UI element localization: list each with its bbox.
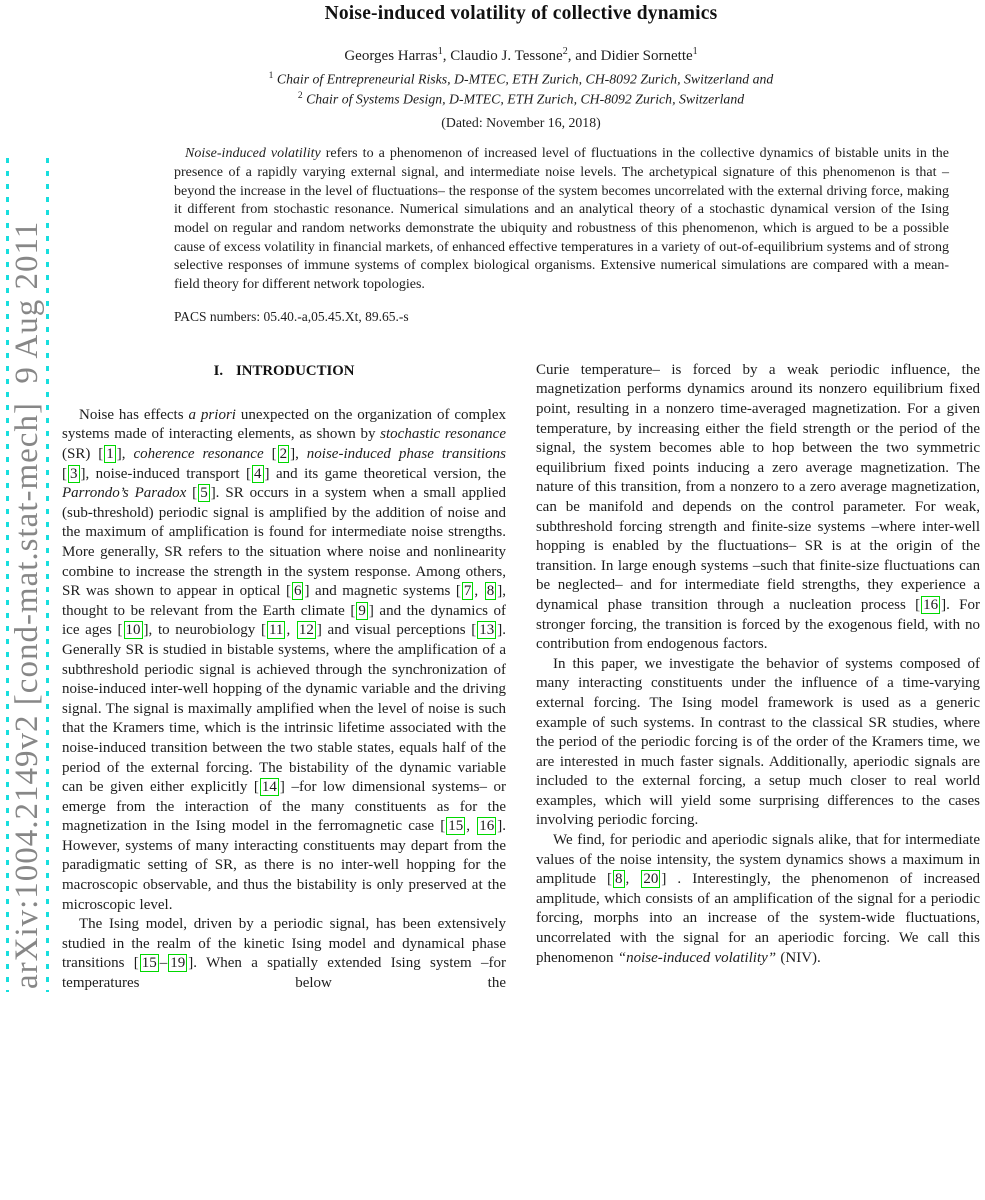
citation-link[interactable]: 11 (268, 622, 284, 639)
right-column-text (536, 361, 980, 968)
paragraph: The Ising model, driven by a periodic signal, has been extensively studied in the realm of the kinetic Ising model and dynamical phase transitions [ 15 – 19 ]. When a spatially extended Ising system –for temperatures below the (62, 916, 506, 992)
citation-link[interactable]: 6 (293, 583, 302, 600)
citation-link[interactable]: 4 (254, 465, 262, 482)
author-affiliation-ref: 1 (692, 46, 698, 57)
paragraph: In this paper, we investigate the behavior of systems composed of many interacting constituents under the influence of a time-varying external forcing. The Ising model framework is used as a generic example of such systems. In contrast to the classical SR studies, where the period of the periodic forcing is of the order of the Kramers time, we are interested in much faster signals. Additionally, aperiodic signals are included to the external forcing, a setup much closer to real world examples, which will yield some surprising differences to the cases involving periodic forcing. (536, 655, 980, 829)
citation-link[interactable]: 8 (486, 583, 495, 600)
citation-link[interactable]: 19 (170, 955, 186, 972)
emphasis-text: stochastic resonance (380, 426, 506, 443)
citation-link[interactable]: 2 (279, 446, 288, 462)
paragraph: We find, for periodic and aperiodic signals alike, that for intermediate values of the noise intensity, the system dynamics shows a maximum in amplitude [ 8 , 20 ] . Interestingly, the phenomenon of increased amplitude, which consists of an amplification of the signal for a periodic forcing, morphs into an increase of the system-wide fluctuations, uncorrelated with the signal for an aperiodic forcing. We call this phenomenon “noise-induced volatility” (NIV). (536, 832, 980, 966)
citation-link[interactable]: 14 (261, 779, 277, 796)
abstract-lead-italic: Noise-induced volatility (185, 146, 321, 162)
date-line: (Dated: November 16, 2018) (441, 115, 601, 131)
citation-link[interactable]: 15 (141, 955, 157, 972)
emphasis-text: Parrondo’s Paradox (62, 485, 187, 502)
author-affiliation-ref: 2 (562, 46, 568, 57)
left-column-text (62, 406, 506, 994)
paper-title: Noise-induced volatility of collective dynamics (324, 3, 718, 24)
citation-link[interactable]: 3 (70, 465, 78, 482)
abstract-paragraph (174, 145, 949, 295)
affiliation-number: 1 (268, 71, 274, 81)
paragraph: Noise has effects a priori unexpected on the organization of complex systems made of interacting elements, as shown by stochastic resonance (SR) [ 1 ], coherence resonance [ 2 ], noise-induced phase transitions [ 3 ], noise-induced transport [ 4 ] and its game theoretical version, the Parrondo’s Paradox [ 5 ]. SR occurs in a system when a small applied (sub-threshold) periodic signal is amplified by the addition of noise and the maximum of amplification is found for intermediate noise strengths. More generally, SR refers to the situation where noise and nonlinearity combine to increase the strength in the system response. Among others, SR was shown to appear in optical [ 6 ] and magnetic systems [ 7 , 8 ], thought to be relevant from the Earth climate [ 9 ] and the dynamics of ice ages [ 10 ], to neurobiology [ 11 , 12 ] and visual perceptions [ 13 ]. Generally SR is studied in bistable systems, where the amplification of a subthreshold periodic signal is achieved through the synchronization of noise-induced inter-well hopping of the dynamic variable and the driving signal. The signal is maximally amplified when the level of noise is such that the Kramers time, which is the intrinsic lifetime associated with the noise-induced transition between the two stable states, equals half of the period of the external forcing. The bistability of the dynamic variable can be given either explicitly [ 14 ] –for low dimensional systems– or emerge from the interaction of the many constituents as for the magnetization in the Ising model in the ferromagnetic case [ 15 , 16 ]. However, systems of many interacting constituents may depart from the paradigmatic setting of SR, as there is no inter-well hopping for the macroscopic observable, and thus the bistability is only preserved at the microscopic level. (62, 406, 507, 913)
section-number: I. (213, 362, 224, 379)
emphasis-text: a priori (188, 406, 236, 423)
paragraph: Curie temperature– is forced by a weak periodic influence, the magnetization performs dynamics around its nonzero equilibrium fixed point, resulting in a nonzero time-averaged magnetization. For a given temperature, by increasing either the field strength or the period of the signal, the system becomes able to hop between the two symmetric equilibrium fixed points inducing a zero average magnetization. The nature of this transition, from a nonzero to a zero average magnetization, can be manifold and depends on the control parameter. For weak, subthreshold forcing strength and finite-size systems –where inter-well hopping is enabled by the fluctuations– SR is at the origin of the transition. In large enough systems –such that finite-size fluctuations can be neglected– and for intermediate field strengths, they experience a dynamical phase transition through a nucleation process [ 16 ]. For stronger forcing, the transition is forced by the exogenous field, with no contribution from endogenous factors. (536, 361, 980, 653)
cut-line-right (46, 158, 49, 992)
affiliations (62, 68, 980, 108)
author-name: Georges Harras$^1$ (344, 46, 443, 64)
column-right (536, 361, 980, 994)
citation-link[interactable]: 7 (463, 583, 472, 600)
abstract-text: refers to a phenomenon of increased level of fluctuations in the collective dynamics of bistable units in the presence of a rapidly varying external signal, and intermediate noise levels. The archetypical signature of this phenomenon is that –beyond the increase in the level of fluctuations– the response of the system becomes uncorrelated with the external driving force, making it different from stochastic resonance. Numerical simulations and an analytical theory of a stochastic dynamical version of the Ising model on regular and random networks demonstrate the ubiquity and robustness of this phenomenon, which is argued to be a possible cause of excess volatility in financial markets, of enhanced effective temperatures in a variety of out-of-equilibrium systems and of strong selective responses of immune systems of complex biological organisms. Extensive numerical simulations are compared with a mean-field theory for different network topologies. (174, 146, 949, 293)
author-line: Georges Harras$^1$, Claudio J. Tessone$^2$, and Didier Sornette$^1$ (344, 46, 698, 64)
emphasis-text: coherence resonance (133, 446, 264, 462)
two-column-body (62, 361, 980, 994)
citation-link[interactable]: 20 (643, 871, 659, 888)
section-title: INTRODUCTION (236, 362, 355, 379)
affiliation-text: Chair of Entrepreneurial Risks, D-MTEC, ETH Zurich, CH-8092 Zurich, Switzerland and (276, 71, 774, 87)
arxiv-identifier: arXiv:1004.2149v2 [cond-mat.stat-mech] 9 Aug 2011 (9, 220, 45, 989)
column-left (62, 361, 506, 994)
emphasis-text: “noise-induced volatility” (617, 949, 777, 966)
affiliation-number: 2 (297, 91, 303, 102)
citation-link[interactable]: 9 (358, 602, 366, 619)
abstract (174, 145, 949, 295)
citation-link[interactable]: 10 (125, 622, 141, 639)
emphasis-text: noise-induced phase transitions (306, 446, 507, 462)
affiliation-line (62, 88, 980, 108)
affiliation-line (62, 68, 980, 88)
citation-link[interactable]: 8 (615, 871, 623, 888)
citation-link[interactable]: 12 (298, 622, 314, 639)
paper-content (62, 0, 980, 994)
author-name: Claudio J. Tessone$^2$ (450, 46, 568, 64)
citation-link[interactable]: 16 (923, 596, 939, 613)
author-affiliation-ref: 1 (437, 46, 443, 57)
affiliation-text: Chair of Systems Design, D-MTEC, ETH Zurich, CH-8092 Zurich, Switzerland (306, 91, 745, 107)
citation-link[interactable]: 5 (200, 485, 208, 502)
citation-link[interactable]: 13 (479, 622, 495, 639)
citation-link[interactable]: 1 (106, 446, 114, 462)
pacs-numbers: PACS numbers: 05.40.-a,05.45.Xt, 89.65.-s (174, 308, 409, 324)
section-heading (62, 363, 506, 380)
citation-link[interactable]: 16 (479, 818, 495, 835)
author-name: Didier Sornette$^1$ (600, 46, 698, 64)
citation-link[interactable]: 15 (448, 818, 464, 835)
